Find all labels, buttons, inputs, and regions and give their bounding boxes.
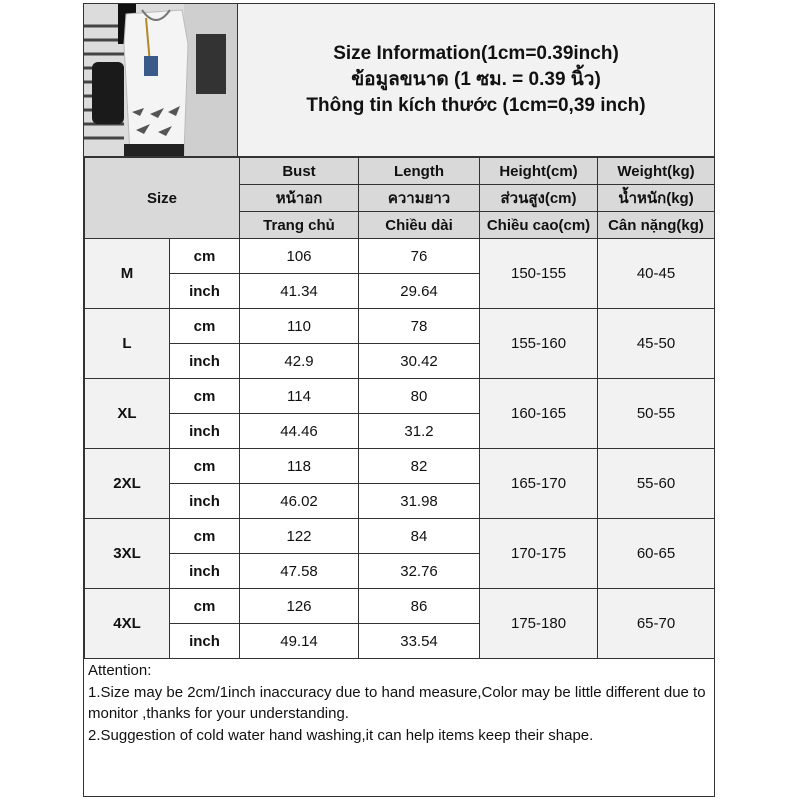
bust-inch: 42.9 bbox=[240, 344, 359, 379]
size-table bbox=[84, 157, 715, 659]
bust-inch: 49.14 bbox=[240, 624, 359, 659]
header-row-english bbox=[85, 158, 715, 185]
unit-cm: cm bbox=[170, 519, 240, 554]
size-column-header: Size bbox=[85, 158, 240, 239]
size-label: L bbox=[85, 309, 170, 379]
header-height-th: ส่วนสูง(cm) bbox=[480, 185, 598, 212]
header-length: Length bbox=[359, 158, 480, 185]
weight-range: 60-65 bbox=[598, 519, 715, 589]
length-cm: 84 bbox=[359, 519, 480, 554]
bust-cm: 118 bbox=[240, 449, 359, 484]
length-inch: 30.42 bbox=[359, 344, 480, 379]
bust-cm: 106 bbox=[240, 239, 359, 274]
title-vietnamese: Thông tin kích thước (1cm=0,39 inch) bbox=[306, 95, 646, 116]
height-range: 155-160 bbox=[480, 309, 598, 379]
header-weight: Weight(kg) bbox=[598, 158, 715, 185]
length-cm: 78 bbox=[359, 309, 480, 344]
weight-range: 40-45 bbox=[598, 239, 715, 309]
header-bust: Bust bbox=[240, 158, 359, 185]
attention-heading: Attention: bbox=[88, 662, 152, 679]
header-weight-vi: Cân nặng(kg) bbox=[598, 212, 715, 239]
size-label: M bbox=[85, 239, 170, 309]
unit-inch: inch bbox=[170, 414, 240, 449]
unit-inch: inch bbox=[170, 554, 240, 589]
header-bust-vi: Trang chủ bbox=[240, 212, 359, 239]
unit-inch: inch bbox=[170, 344, 240, 379]
table-row bbox=[85, 309, 715, 344]
size-label: 4XL bbox=[85, 589, 170, 659]
title-thai: ข้อมูลขนาด (1 ซม. = 0.39 นิ้ว) bbox=[351, 69, 601, 90]
header-height: Height(cm) bbox=[480, 158, 598, 185]
height-range: 150-155 bbox=[480, 239, 598, 309]
header-bust-th: หน้าอก bbox=[240, 185, 359, 212]
bust-inch: 46.02 bbox=[240, 484, 359, 519]
length-inch: 31.98 bbox=[359, 484, 480, 519]
bust-inch: 41.34 bbox=[240, 274, 359, 309]
weight-range: 65-70 bbox=[598, 589, 715, 659]
header-length-th: ความยาว bbox=[359, 185, 480, 212]
unit-cm: cm bbox=[170, 449, 240, 484]
bust-cm: 114 bbox=[240, 379, 359, 414]
attention-note-1: 1.Size may be 2cm/1inch inaccuracy due to hand measure,Color may be little different due to monitor ,thanks for your understanding. bbox=[88, 683, 706, 722]
height-range: 170-175 bbox=[480, 519, 598, 589]
bust-cm: 126 bbox=[240, 589, 359, 624]
table-row bbox=[85, 589, 715, 624]
length-cm: 82 bbox=[359, 449, 480, 484]
length-cm: 80 bbox=[359, 379, 480, 414]
attention-notes bbox=[84, 658, 714, 796]
size-chart-sheet bbox=[83, 3, 715, 797]
size-label: 2XL bbox=[85, 449, 170, 519]
unit-inch: inch bbox=[170, 484, 240, 519]
size-label: 3XL bbox=[85, 519, 170, 589]
bust-inch: 47.58 bbox=[240, 554, 359, 589]
product-photo bbox=[84, 4, 238, 157]
length-inch: 33.54 bbox=[359, 624, 480, 659]
size-label: XL bbox=[85, 379, 170, 449]
weight-range: 45-50 bbox=[598, 309, 715, 379]
table-row bbox=[85, 519, 715, 554]
length-inch: 31.2 bbox=[359, 414, 480, 449]
length-inch: 32.76 bbox=[359, 554, 480, 589]
table-row bbox=[85, 239, 715, 274]
size-info-title bbox=[238, 4, 714, 157]
header-weight-th: น้ำหนัก(kg) bbox=[598, 185, 715, 212]
weight-range: 55-60 bbox=[598, 449, 715, 519]
title-english: Size Information(1cm=0.39inch) bbox=[333, 43, 619, 64]
attention-note-2: 2.Suggestion of cold water hand washing,it can help items keep their shape. bbox=[88, 726, 594, 744]
bust-cm: 122 bbox=[240, 519, 359, 554]
unit-cm: cm bbox=[170, 379, 240, 414]
table-row bbox=[85, 379, 715, 414]
height-range: 160-165 bbox=[480, 379, 598, 449]
header-length-vi: Chiều dài bbox=[359, 212, 480, 239]
unit-inch: inch bbox=[170, 274, 240, 309]
height-range: 165-170 bbox=[480, 449, 598, 519]
bust-cm: 110 bbox=[240, 309, 359, 344]
weight-range: 50-55 bbox=[598, 379, 715, 449]
header-height-vi: Chiều cao(cm) bbox=[480, 212, 598, 239]
unit-inch: inch bbox=[170, 624, 240, 659]
length-cm: 76 bbox=[359, 239, 480, 274]
unit-cm: cm bbox=[170, 309, 240, 344]
unit-cm: cm bbox=[170, 239, 240, 274]
table-row bbox=[85, 449, 715, 484]
length-inch: 29.64 bbox=[359, 274, 480, 309]
product-photo-illustration bbox=[84, 4, 238, 157]
height-range: 175-180 bbox=[480, 589, 598, 659]
length-cm: 86 bbox=[359, 589, 480, 624]
bust-inch: 44.46 bbox=[240, 414, 359, 449]
unit-cm: cm bbox=[170, 589, 240, 624]
